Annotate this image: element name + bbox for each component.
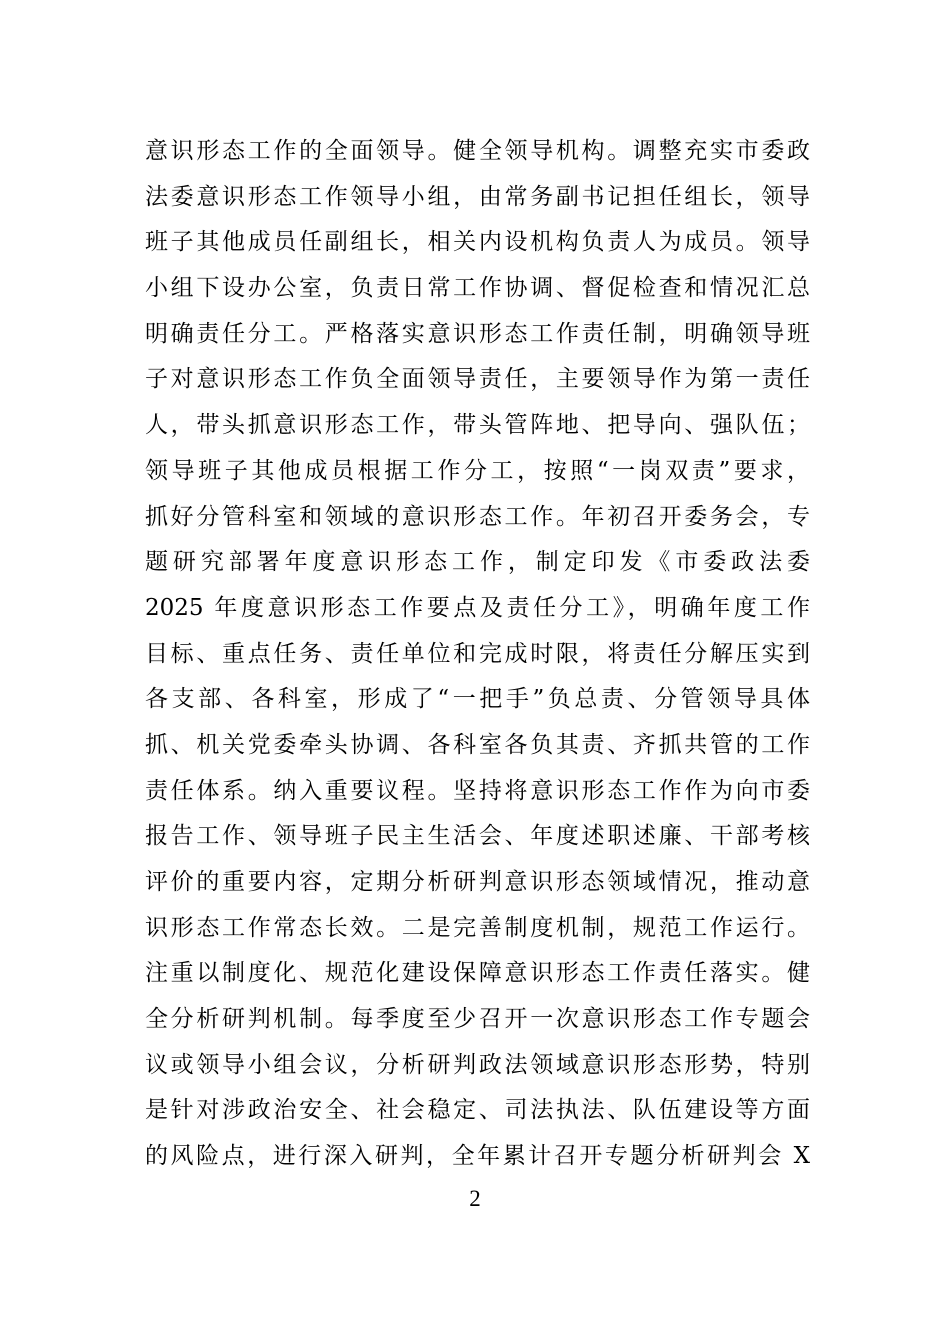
text-line: 领导班子其他成员根据工作分工，按照“一岗双责”要求，	[145, 457, 810, 484]
text-line: 的风险点，进行深入研判，全年累计召开专题分析研判会 X	[145, 1143, 810, 1170]
text-line: 人，带头抓意识形态工作，带头管阵地、把导向、强队伍；	[145, 412, 810, 439]
text-line: 目标、重点任务、责任单位和完成时限，将责任分解压实到	[145, 640, 810, 667]
text-line: 小组下设办公室，负责日常工作协调、督促检查和情况汇总	[145, 275, 810, 302]
text-line: 2025 年度意识形态工作要点及责任分工》，明确年度工作	[145, 594, 810, 621]
text-line: 识形态工作常态长效。二是完善制度机制，规范工作运行。	[145, 914, 810, 941]
text-line: 全分析研判机制。每季度至少召开一次意识形态工作专题会	[145, 1006, 810, 1033]
text-line: 抓好分管科室和领域的意识形态工作。年初召开委务会，专	[145, 503, 810, 530]
text-line: 注重以制度化、规范化建设保障意识形态工作责任落实。健	[145, 960, 810, 987]
text-line: 评价的重要内容，定期分析研判意识形态领域情况，推动意	[145, 869, 810, 895]
page-number: 2	[469, 1186, 481, 1211]
text-line: 责任体系。纳入重要议程。坚持将意识形态工作作为向市委	[145, 777, 810, 804]
text-line: 议或领导小组会议，分析研判政法领域意识形态形势，特别	[145, 1051, 810, 1078]
text-line: 报告工作、领导班子民主生活会、年度述职述廉、干部考核	[145, 823, 810, 850]
text-line: 抓、机关党委牵头协调、各科室各负其责、齐抓共管的工作	[145, 731, 810, 758]
text-line: 意识形态工作的全面领导。健全领导机构。调整充实市委政	[145, 138, 810, 164]
body-paragraph	[145, 129, 810, 1180]
text-line: 班子其他成员任副组长，相关内设机构负责人为成员。领导	[145, 229, 810, 256]
text-line: 子对意识形态工作负全面领导责任，主要领导作为第一责任	[145, 366, 810, 393]
text-line: 各支部、各科室，形成了“一把手”负总责、分管领导具体	[145, 686, 810, 713]
text-line: 法委意识形态工作领导小组，由常务副书记担任组长，领导	[145, 183, 810, 210]
text-line: 题研究部署年度意识形态工作，制定印发《市委政法委	[145, 549, 810, 576]
text-line: 明确责任分工。严格落实意识形态工作责任制，明确领导班	[145, 320, 810, 347]
text-line: 是针对涉政治安全、社会稳定、司法执法、队伍建设等方面	[145, 1097, 810, 1124]
